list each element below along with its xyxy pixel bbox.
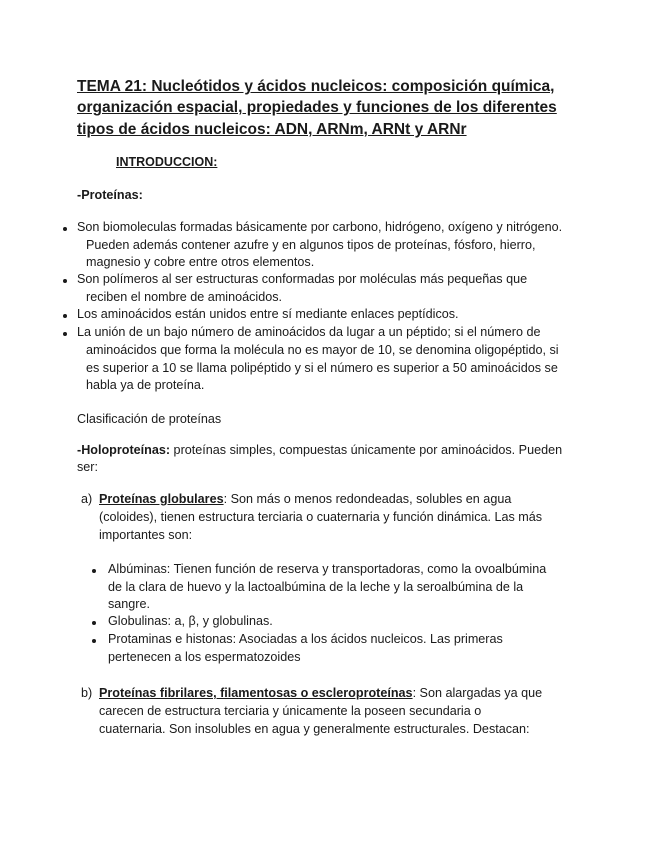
holoproteinas-text: proteínas simples, compuestas únicamente por aminoácidos. Pueden bbox=[170, 443, 563, 457]
item-a-description: : Son más o menos redondeadas, solubles en agua bbox=[223, 492, 512, 506]
bullet-1-line-3: magnesio y cobre entre otros elementos. bbox=[86, 255, 315, 269]
bullet-3-line-1: Los aminoácidos están unidos entre sí mediante enlaces peptídicos. bbox=[77, 307, 459, 321]
bullet-dot bbox=[92, 621, 96, 625]
holoproteinas-paragraph-line-2: ser: bbox=[77, 460, 98, 474]
clasificacion-heading: Clasificación de proteínas bbox=[77, 412, 222, 426]
bullet-4-line-1: La unión de un bajo número de aminoácidos da lugar a un péptido; si el número de bbox=[77, 325, 541, 339]
intro-heading: INTRODUCCION: bbox=[116, 155, 218, 169]
bullet-2-line-1: Son polímeros al ser estructuras conformadas por moléculas más pequeñas que bbox=[77, 272, 528, 286]
globular-1-line-3: sangre. bbox=[108, 597, 151, 611]
item-b-line-3: cuaternaria. Son insolubles en agua y generalmente estructurales. Destacan: bbox=[99, 722, 530, 736]
proteinas-heading: -Proteínas: bbox=[77, 188, 143, 202]
globular-1-line-2: de la clara de huevo y la lactoalbúmina de la leche y la seroalbúmina de la bbox=[108, 580, 524, 594]
document-title-line-3: tipos de ácidos nucleicos: ADN, ARNm, ARNt y ARNr bbox=[77, 121, 467, 138]
item-a-line-3: importantes son: bbox=[99, 528, 193, 542]
document-title-line-2: organización espacial, propiedades y funciones de los diferentes bbox=[77, 99, 557, 116]
item-b-marker: b) bbox=[81, 686, 93, 700]
bullet-2-line-2: reciben el nombre de aminoácidos. bbox=[86, 290, 283, 304]
item-b-line-1 bbox=[99, 685, 542, 703]
bullet-dot bbox=[92, 569, 96, 573]
holoproteinas-paragraph-line-1 bbox=[77, 442, 562, 460]
item-b-description: : Son alargadas ya que bbox=[412, 686, 543, 700]
bullet-4-line-4: habla ya de proteína. bbox=[86, 378, 205, 392]
globular-2-line-1: Globulinas: a, β, y globulinas. bbox=[108, 614, 273, 628]
bullet-dot bbox=[63, 314, 67, 318]
holoproteinas-label: -Holoproteínas: bbox=[77, 443, 171, 457]
globular-3-line-2: pertenecen a los espermatozoides bbox=[108, 650, 301, 664]
bullet-4-line-2: aminoácidos que forma la molécula no es mayor de 10, se denomina oligopéptido, si bbox=[86, 343, 559, 357]
item-a-term: Proteínas globulares bbox=[99, 492, 224, 506]
bullet-dot bbox=[63, 279, 67, 283]
bullet-4-line-3: es superior a 10 se llama polipéptido y si el número es superior a 50 aminoácidos se bbox=[86, 361, 558, 375]
globular-3-line-1: Protaminas e histonas: Asociadas a los ácidos nucleicos. Las primeras bbox=[108, 632, 503, 646]
item-a-marker: a) bbox=[81, 492, 93, 506]
bullet-dot bbox=[92, 639, 96, 643]
bullet-dot bbox=[63, 227, 67, 231]
bullet-1-line-1: Son biomoleculas formadas básicamente por carbono, hidrógeno, oxígeno y nitrógeno. bbox=[77, 220, 563, 234]
bullet-dot bbox=[63, 332, 67, 336]
item-b-line-2: carecen de estructura terciaria y únicamente la poseen secundaria o bbox=[99, 704, 482, 718]
item-b-term: Proteínas fibrilares, filamentosas o escleroproteínas bbox=[99, 686, 413, 700]
item-a-line-2: (coloides), tienen estructura terciaria o cuaternaria y función dinámica. Las más bbox=[99, 510, 543, 524]
globular-1-line-1: Albúminas: Tienen función de reserva y transportadoras, como la ovoalbúmina bbox=[108, 562, 547, 576]
bullet-1-line-2: Pueden además contener azufre y en algunos tipos de proteínas, fósforo, hierro, bbox=[86, 238, 536, 252]
item-a-line-1 bbox=[99, 491, 511, 509]
document-title-line-1: TEMA 21: Nucleótidos y ácidos nucleicos: composición química, bbox=[77, 78, 555, 95]
